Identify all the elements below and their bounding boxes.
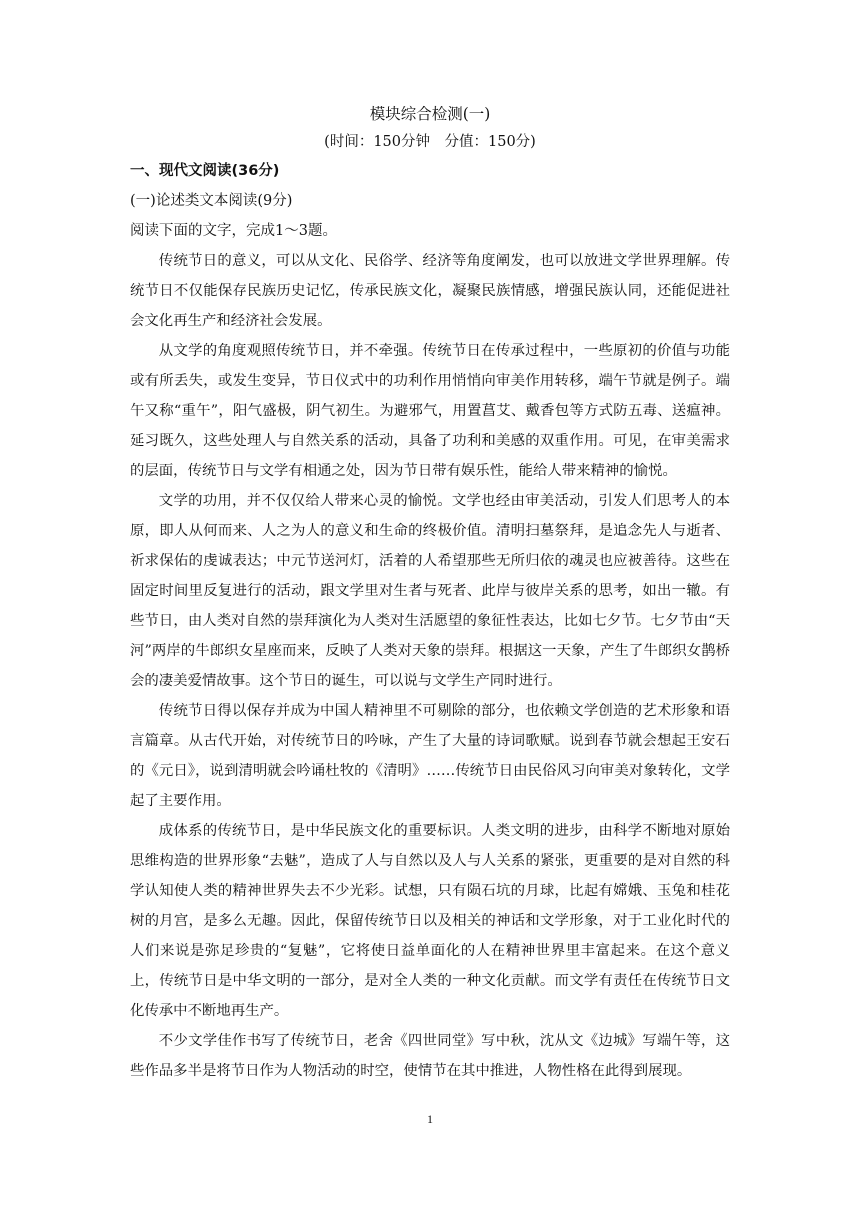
paragraph-6: 不少文学佳作书写了传统节日，老舍《四世同堂》写中秋，沈从文《边城》写端午等，这些作品多半是将节日作为人物活动的时空，使情节在其中推进，人物性格在此得到展现。	[130, 1033, 730, 1079]
paragraph-1: 传统节日的意义，可以从文化、民俗学、经济等角度阐发，也可以放进文学世界理解。传统节日不仅能保存民族历史记忆，传承民族文化，凝聚民族情感，增强民族认同，还能促进社会文化再生产和经济社会发展。	[130, 253, 730, 329]
page-number: 1	[427, 1112, 433, 1126]
document-title: 模块综合检测(一)	[369, 105, 491, 123]
paragraph-3: 文学的功用，并不仅仅给人带来心灵的愉悦。文学也经由审美活动，引发人们思考人的本原，即人从何而来、人之为人的意义和生命的终极价值。清明扫墓祭拜，是追念先人与逝者、祈求保佑的虔诚表达；中元节送河灯，活着的人希望那些无所归依的魂灵也应被善待。这些在固定时间里反复进行的活动，跟文学里对生者与死者、此岸与彼岸关系的思考，如出一辙。有些节日，由人类对自然的崇拜演化为人类对生活愿望的象征性表达，比如七夕节。七夕节由“天河”两岸的牛郎织女星座而来，反映了人类对天象的崇拜。根据这一天象，产生了牛郎织女鹊桥会的凄美爱情故事。这个节日的诞生，可以说与文学生产同时进行。	[130, 493, 730, 689]
exam-meta: (时间：150分钟 分值：150分)	[324, 134, 536, 150]
paragraph-2: 从文学的角度观照传统节日，并不牵强。传统节日在传承过程中，一些原初的价值与功能或有所丢失，或发生变异，节日仪式中的功利作用悄悄向审美作用转移，端午节就是例子。端午又称“重午”，阳气盛极，阴气初生。为避邪气，用置菖艾、戴香包等方式防五毒、送瘟神。延习既久，这些处理人与自然关系的活动，具备了功利和美感的双重作用。可见，在审美需求的层面，传统节日与文学有相通之处，因为节日带有娱乐性，能给人带来精神的愉悦。	[130, 343, 730, 479]
paragraph-4: 传统节日得以保存并成为中国人精神里不可剔除的部分，也依赖文学创造的艺术形象和语言篇章。从古代开始，对传统节日的吟咏，产生了大量的诗词歌赋。说到春节就会想起王安石的《元日》，说到清明就会吟诵杜牧的《清明》……传统节日由民俗风习向审美对象转化，文学起了主要作用。	[130, 703, 730, 809]
reading-instruction: 阅读下面的文字，完成1～3题。	[130, 223, 337, 239]
paragraph-5: 成体系的传统节日，是中华民族文化的重要标识。人类文明的进步，由科学不断地对原始思维构造的世界形象“去魅”，造成了人与自然以及人与人关系的紧张，更重要的是对自然的科学认知使人类的精神世界失去不少光彩。试想，只有陨石坑的月球，比起有嫦娥、玉兔和桂花树的月宫，是多么无趣。因此，保留传统节日以及相关的神话和文学形象，对于工业化时代的人们来说是弥足珍贵的“复魅”，它将使日益单面化的人在精神世界里丰富起来。在这个意义上，传统节日是中华文明的一部分，是对全人类的一种文化贡献。而文学有责任在传统节日文化传承中不断地再生产。	[130, 823, 730, 1019]
section-heading: 一、现代文阅读(36分)	[130, 163, 280, 179]
subsection-heading: (一)论述类文本阅读(9分)	[130, 193, 293, 209]
document-body	[130, 100, 730, 1086]
